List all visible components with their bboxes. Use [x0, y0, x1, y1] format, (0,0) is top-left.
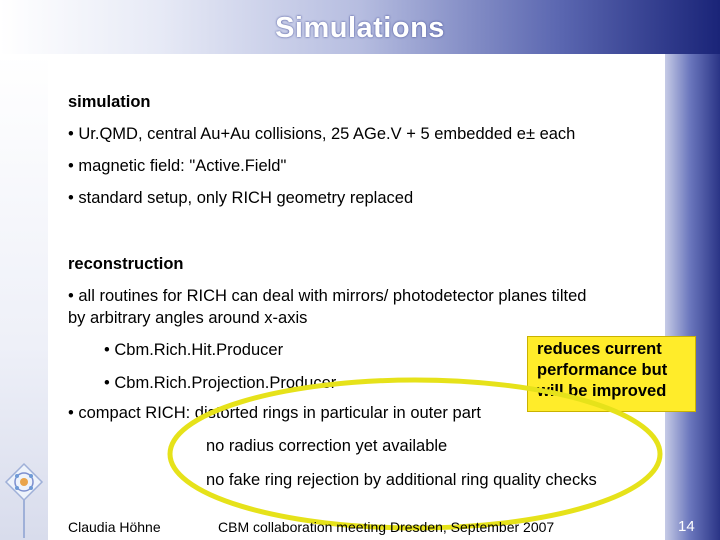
- callout-text: reduces current performance but will be improved: [537, 340, 668, 400]
- compact-rich-bullet: • compact RICH: distorted rings in particular in outer part: [68, 404, 481, 422]
- section-heading-simulation: simulation: [68, 93, 151, 111]
- reco-bullet-line-2: by arbitrary angles around x-axis: [68, 309, 308, 327]
- note-fake-ring-rejection: no fake ring rejection by additional ring quality checks: [206, 471, 597, 489]
- sim-bullet-3: • standard setup, only RICH geometry replaced: [68, 189, 414, 207]
- sim-bullet-2: • magnetic field: "Active.Field": [68, 157, 287, 175]
- cbm-logo-icon: [2, 462, 46, 540]
- highlight-ellipse-shape: [170, 380, 660, 528]
- section-heading-reconstruction: reconstruction: [68, 255, 184, 273]
- sub-bullet-projection-producer: • Cbm.Rich.Projection.Producer: [104, 374, 337, 392]
- reco-bullet-line-1: • all routines for RICH can deal with mirrors/ photodetector planes tilted: [68, 287, 587, 305]
- footer-meeting: CBM collaboration meeting Dresden, September 2007: [218, 519, 555, 535]
- sub-bullet-hit-producer: • Cbm.Rich.Hit.Producer: [104, 341, 284, 359]
- footer-author: Claudia Höhne: [68, 519, 161, 535]
- sim-bullet-1: • Ur.QMD, central Au+Au collisions, 25 AGe.V + 5 embedded e± each: [68, 125, 576, 143]
- page-number: 14: [678, 518, 695, 535]
- note-radius-correction: no radius correction yet available: [206, 437, 448, 455]
- slide-title: Simulations: [275, 12, 445, 44]
